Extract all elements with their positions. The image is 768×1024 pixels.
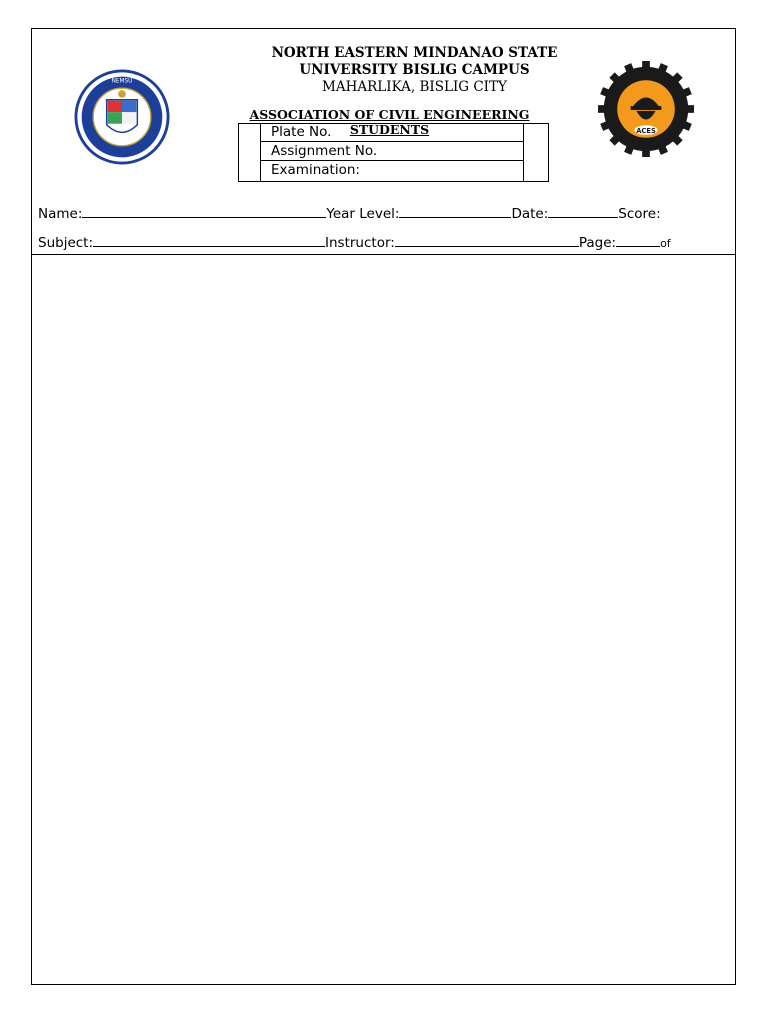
score-label: Score: xyxy=(618,206,661,222)
year-level-blank[interactable] xyxy=(399,205,511,218)
year-level-label: Year Level: xyxy=(326,206,400,222)
header-divider xyxy=(32,254,735,255)
field-row-1 xyxy=(38,205,661,222)
plate-row-assignment-no[interactable]: Assignment No. xyxy=(261,142,523,161)
instructor-blank[interactable] xyxy=(395,234,579,247)
header-line2: UNIVERSITY BISLIG CAMPUS xyxy=(299,62,530,78)
document-frame xyxy=(31,28,736,985)
name-blank[interactable] xyxy=(82,205,326,218)
nemsu-seal-logo xyxy=(74,69,170,165)
plate-row-examination[interactable]: Examination: xyxy=(271,162,360,178)
plate-table xyxy=(238,123,549,182)
svg-text:NEMSU: NEMSU xyxy=(111,78,133,85)
header-line1: NORTH EASTERN MINDANAO STATE xyxy=(271,45,558,61)
of-label: of xyxy=(660,237,671,250)
page-blank[interactable] xyxy=(616,234,660,247)
page-label: Page: xyxy=(578,235,617,251)
plate-table-inner xyxy=(260,123,524,182)
name-label: Name: xyxy=(38,206,83,222)
date-label: Date: xyxy=(511,206,549,222)
university-header xyxy=(222,45,607,95)
subject-blank[interactable] xyxy=(93,234,325,247)
subject-label: Subject: xyxy=(38,235,94,251)
association-title: ASSOCIATION OF CIVIL ENGINEERING STUDENTS xyxy=(249,107,530,137)
instructor-label: Instructor: xyxy=(325,235,395,251)
aces-badge-text: ACES xyxy=(636,127,656,135)
date-blank[interactable] xyxy=(548,205,618,218)
aces-gear-logo xyxy=(598,61,694,157)
header-line3: MAHARLIKA, BISLIG CITY xyxy=(322,79,507,95)
plate-row-plate-no[interactable]: Plate No. xyxy=(261,123,523,142)
field-row-2 xyxy=(38,234,671,252)
